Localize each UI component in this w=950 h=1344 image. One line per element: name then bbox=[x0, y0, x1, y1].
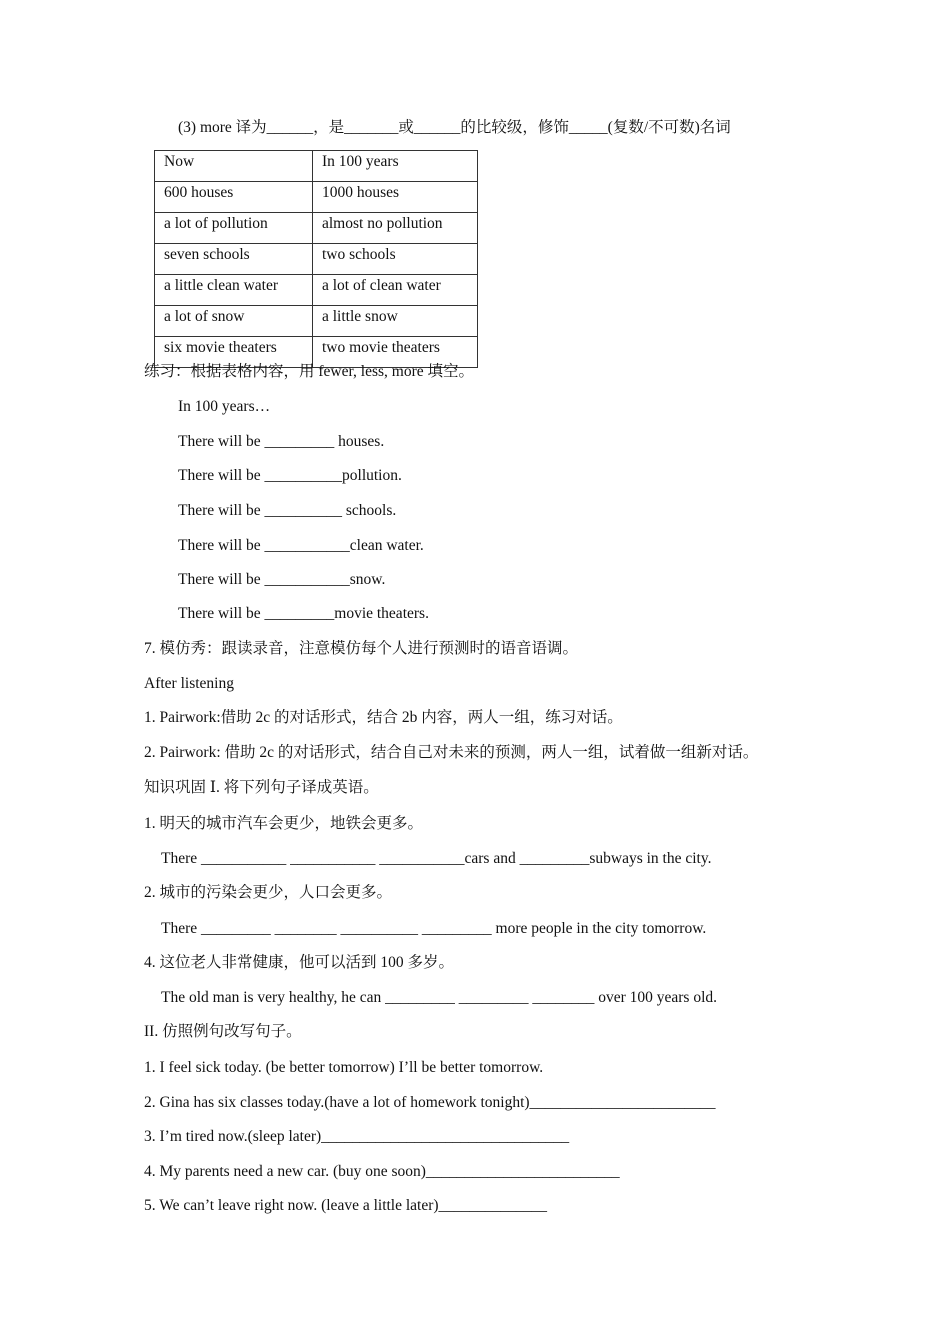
table-cell: a little clean water bbox=[155, 275, 313, 306]
practice-item: There will be _________ houses. bbox=[178, 433, 385, 450]
translate-prompt: 4. 这位老人非常健康，他可以活到 100 多岁。 bbox=[144, 954, 455, 971]
table-cell: six movie theaters bbox=[155, 337, 313, 368]
table-row bbox=[155, 182, 478, 213]
table-cell: a lot of clean water bbox=[313, 275, 478, 306]
table-cell: a little snow bbox=[313, 306, 478, 337]
table-cell: seven schools bbox=[155, 244, 313, 275]
table-cell: 600 houses bbox=[155, 182, 313, 213]
comparison-table bbox=[154, 150, 478, 368]
table-cell: 1000 houses bbox=[313, 182, 478, 213]
practice-heading: 练习：根据表格内容，用 fewer, less, more 填空。 bbox=[144, 363, 475, 380]
pairwork-item: 1. Pairwork:借助 2c 的对话形式，结合 2b 内容，两人一组，练习对话。 bbox=[144, 709, 623, 726]
table-row bbox=[155, 213, 478, 244]
after-listening-title: After listening bbox=[144, 675, 234, 692]
consolidate-title: 知识巩固 Ⅰ. 将下列句子译成英语。 bbox=[144, 779, 379, 796]
table-row bbox=[155, 244, 478, 275]
translate-answer: There _________ ________ __________ _________ more people in the city tomorrow. bbox=[161, 920, 707, 937]
table-cell: In 100 years bbox=[313, 151, 478, 182]
imitate-line: 7. 模仿秀：跟读录音，注意模仿每个人进行预测时的语音语调。 bbox=[144, 640, 579, 657]
table-cell: two movie theaters bbox=[313, 337, 478, 368]
rewrite-item: 5. We can’t leave right now. (leave a little later)______________ bbox=[144, 1197, 548, 1214]
translate-prompt: 1. 明天的城市汽车会更少，地铁会更多。 bbox=[144, 815, 424, 832]
table-cell: a lot of snow bbox=[155, 306, 313, 337]
pairwork-item: 2. Pairwork: 借助 2c 的对话形式，结合自己对未来的预测，两人一组，试着做一组新对话。 bbox=[144, 744, 759, 761]
rewrite-item: 4. My parents need a new car. (buy one soon)_________________________ bbox=[144, 1163, 620, 1180]
table-cell: Now bbox=[155, 151, 313, 182]
rewrite-item: 3. I’m tired now.(sleep later)________________________________ bbox=[144, 1128, 570, 1145]
practice-item: There will be ___________clean water. bbox=[178, 537, 424, 554]
table-cell: almost no pollution bbox=[313, 213, 478, 244]
practice-item: There will be __________pollution. bbox=[178, 467, 402, 484]
rewrite-title: II. 仿照例句改写句子。 bbox=[144, 1023, 302, 1040]
practice-lead: In 100 years… bbox=[178, 398, 271, 415]
intro-line: (3) more 译为______，是_______或______的比较级，修饰_____(复数/不可数)名词 bbox=[178, 119, 731, 136]
table-row bbox=[155, 306, 478, 337]
translate-prompt: 2. 城市的污染会更少，人口会更多。 bbox=[144, 884, 393, 901]
table-row bbox=[155, 151, 478, 182]
rewrite-item: 1. I feel sick today. (be better tomorrow) I’ll be better tomorrow. bbox=[144, 1059, 544, 1076]
practice-item: There will be __________ schools. bbox=[178, 502, 397, 519]
translate-answer: There ___________ ___________ ___________cars and _________subways in the city. bbox=[161, 850, 712, 867]
table-row bbox=[155, 275, 478, 306]
rewrite-item: 2. Gina has six classes today.(have a lot of homework tonight)________________________ bbox=[144, 1094, 716, 1111]
practice-item: There will be _________movie theaters. bbox=[178, 605, 429, 622]
table-cell: two schools bbox=[313, 244, 478, 275]
table-cell: a lot of pollution bbox=[155, 213, 313, 244]
translate-answer: The old man is very healthy, he can _________ _________ ________ over 100 years old. bbox=[161, 989, 718, 1006]
practice-item: There will be ___________snow. bbox=[178, 571, 386, 588]
